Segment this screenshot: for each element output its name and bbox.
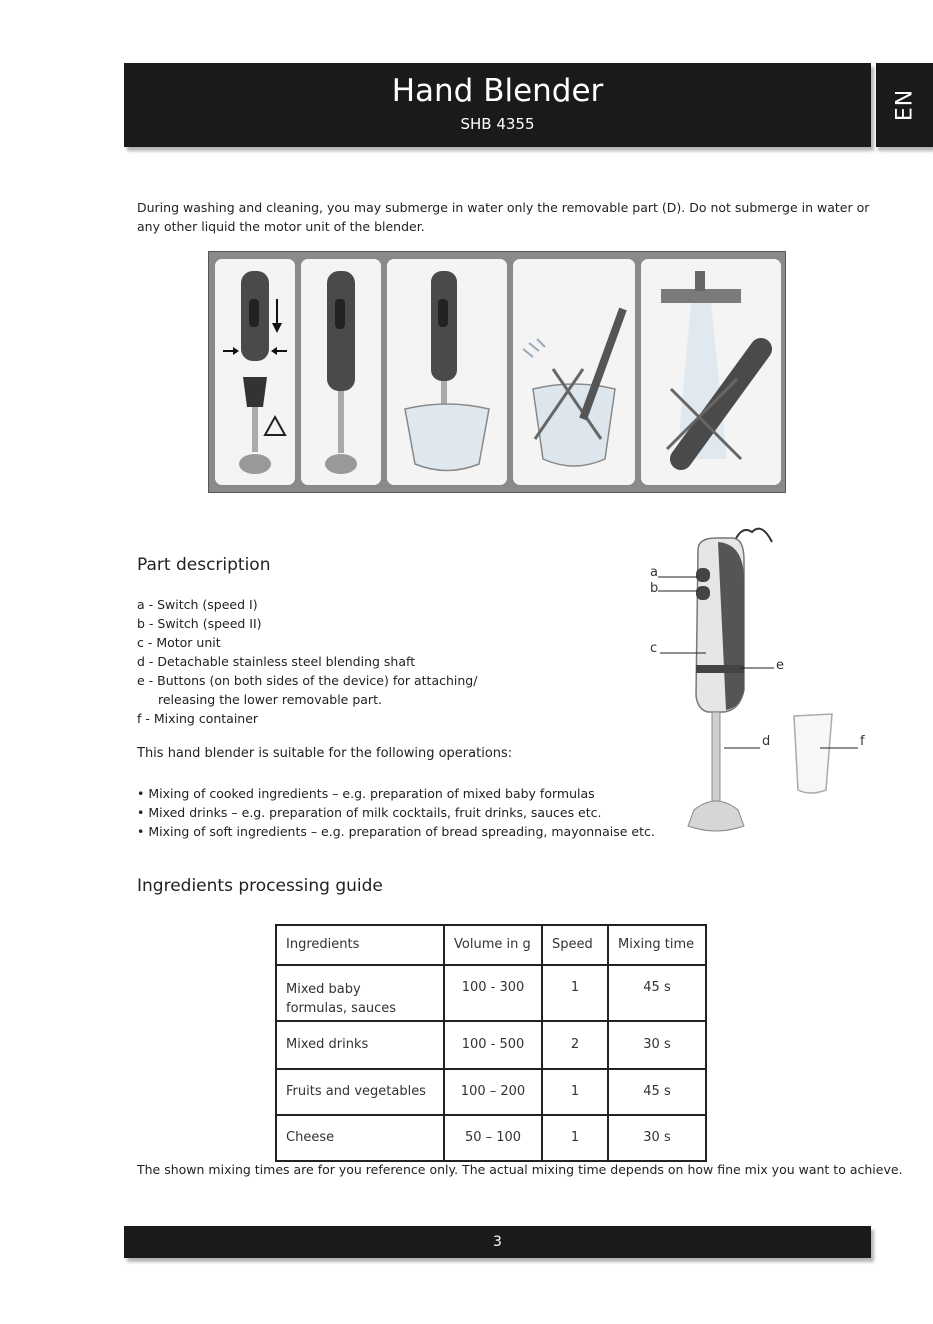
diagram-label-b: b [650,581,659,596]
table-header-cell: Mixing time [608,925,706,965]
model-number: SHB 4355 [460,115,535,133]
table-cell: 1 [542,1069,608,1115]
cell-line: formulas, sauces [286,1001,397,1016]
table-cell: 30 s [608,1115,706,1161]
table-header-row [276,925,706,965]
ingredients-table [275,924,707,1162]
part-description-title: Part description [137,555,271,575]
table-row [276,1021,706,1069]
table-cell: 1 [542,965,608,1021]
rinsing-shaft-illustration [513,259,635,485]
list-item: • Mixed drinks – e.g. preparation of milk cocktails, fruit drinks, sauces etc. [137,805,602,820]
diagram-label-c: c [650,641,658,656]
blender-parts-diagram [640,520,880,840]
page-footer [124,1226,871,1258]
list-item: • Mixing of cooked ingredients – e.g. preparation of mixed baby formulas [137,786,595,801]
diagram-label-e: e [776,658,784,673]
table-row [276,1115,706,1161]
cleaning-illustration-strip [208,251,786,493]
table-cell: 50 – 100 [444,1115,542,1161]
blending-in-bowl-illustration [387,259,507,485]
language-code: EN [892,88,917,122]
tap-water-rinse-illustration [641,259,781,485]
table-cell: 45 s [608,1069,706,1115]
list-item: c - Motor unit [137,635,221,650]
list-item: d - Detachable stainless steel blending shaft [137,654,416,669]
list-item: releasing the lower removable part. [158,692,382,707]
table-header-cell: Ingredients [276,925,444,965]
table-header-cell: Speed [542,925,608,965]
table-cell: 30 s [608,1021,706,1069]
list-item: e - Buttons (on both sides of the device) for attaching/ [137,673,478,688]
table-cell: Cheese [276,1115,444,1161]
table-header-cell: Volume in g [444,925,542,965]
page-number: 3 [493,1234,502,1250]
list-item: • Mixing of soft ingredients – e.g. preparation of bread spreading, mayonnaise etc. [137,824,655,839]
list-item: a - Switch (speed I) [137,597,258,612]
table-cell: 100 - 300 [444,965,542,1021]
operations-title: This hand blender is suitable for the following operations: [137,746,513,761]
table-cell: 100 - 500 [444,1021,542,1069]
diagram-label-a: a [650,565,658,580]
assembled-blender-illustration [301,259,381,485]
table-row [276,965,706,1021]
table-cell: Fruits and vegetables [276,1069,444,1115]
table-cell: 1 [542,1115,608,1161]
table-row [276,1069,706,1115]
cleaning-instructions: During washing and cleaning, you may submerge in water only the removable part (D). Do not submerge in water or any other liquid the motor unit of the blender. [137,200,870,234]
detach-shaft-illustration [215,259,295,485]
diagram-label-d: d [762,734,771,749]
document-title: Hand Blender [391,73,604,109]
table-cell: 100 – 200 [444,1069,542,1115]
diagram-label-f: f [860,734,865,749]
page-header [124,63,871,147]
table-cell: 45 s [608,965,706,1021]
operations-list [137,784,655,841]
table-cell [276,965,444,1021]
cell-line: Mixed baby [286,982,361,997]
language-tab [876,63,933,147]
mixing-time-footnote: The shown mixing times are for you reference only. The actual mixing time depends on how fine mix you want to achieve. [137,1162,903,1177]
part-description-list [137,595,477,728]
list-item: f - Mixing container [137,711,259,726]
table-cell: 2 [542,1021,608,1069]
list-item: b - Switch (speed II) [137,616,262,631]
guide-title: Ingredients processing guide [137,876,383,896]
table-cell: Mixed drinks [276,1021,444,1069]
